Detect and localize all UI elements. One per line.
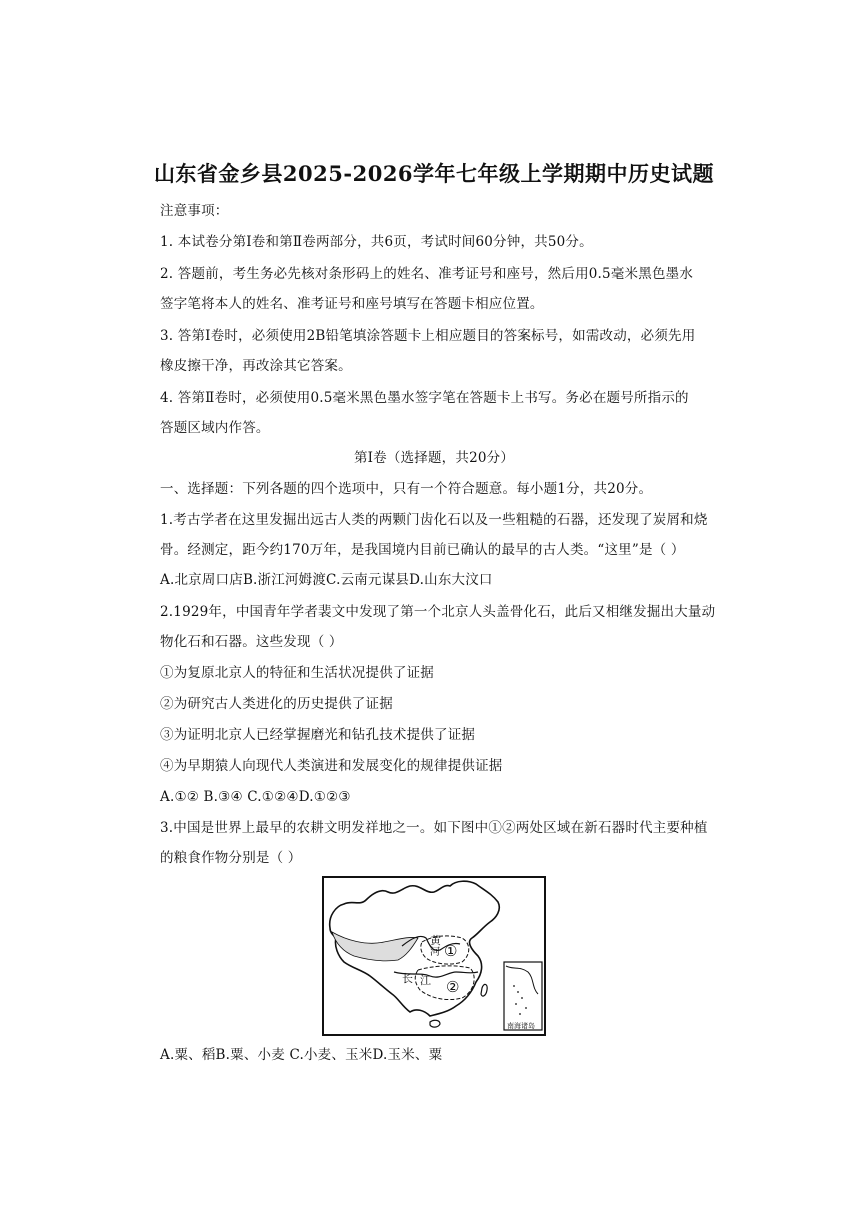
notice-heading: 注意事项：: [160, 203, 229, 219]
map-label-jiang: 江: [420, 974, 431, 987]
question-1-stem: 骨。经测定，距今约170万年，是我国境内目前已确认的最早的古人类。“这里”是（ ）: [160, 542, 685, 558]
question-3-stem: 3.中国是世界上最早的农耕文明发祥地之一。如下图中①②两处区域在新石器时代主要种植: [160, 820, 708, 836]
notice-line: 签字笔将本人的姓名、准考证号和座号填写在答题卡相应位置。: [160, 296, 544, 312]
section-instruction: 一、选择题：下列各题的四个选项中，只有一个符合题意。每小题1分，共20分。: [160, 481, 653, 497]
notice-line: 2. 答题前，考生务必先核对条形码上的姓名、准考证号和座号，然后用0.5毫米黑色墨水: [160, 266, 694, 282]
map-label-he: 河: [430, 947, 440, 958]
question-1-stem: 1.考古学者在这里发掘出远古人类的两颗门齿化石以及一些粗糙的石器，还发现了炭屑和烧: [160, 512, 708, 528]
question-2-item: ①为复原北京人的特征和生活状况提供了证据: [160, 665, 434, 681]
question-2-stem: 2.1929年，中国青年学者裴文中发现了第一个北京人头盖骨化石，此后又相继发掘出大量动: [160, 604, 716, 620]
question-3-stem: 的粮食作物分别是（ ）: [160, 850, 302, 866]
notice-line: 答题区域内作答。: [160, 420, 270, 436]
notice-line: 4. 答第Ⅱ卷时，必须使用0.5毫米黑色墨水签字笔在答题卡上书写。务必在题号所指示的: [160, 390, 689, 406]
map-label-huang: 黄: [430, 934, 441, 947]
map-label-chang: 长: [402, 972, 413, 985]
china-map-figure: [322, 876, 546, 1036]
map-label-region-2: ②: [446, 978, 460, 996]
question-2-stem: 物化石和石器。这些发现（ ）: [160, 634, 343, 650]
question-1-options: A.北京周口店B.浙江河姆渡C.云南元谋县D.山东大汶口: [160, 572, 493, 588]
south-sea-inset: [504, 962, 542, 1030]
hainan-island: [430, 1020, 440, 1027]
question-2-item: ③为证明北京人已经掌握磨光和钻孔技术提供了证据: [160, 727, 476, 743]
notice-line: 3. 答第Ⅰ卷时，必须使用2B铅笔填涂答题卡上相应题目的答案标号，如需改动，必须先用: [160, 328, 696, 344]
notice-line: 1. 本试卷分第Ⅰ卷和第Ⅱ卷两部分，共6页，考试时间60分钟，共50分。: [160, 234, 593, 250]
question-2-options: A.①② B.③④ C.①②④D.①②③: [160, 789, 351, 805]
inset-label: 南海诸岛: [507, 1022, 535, 1030]
map-label-region-1: ①: [444, 942, 458, 960]
question-3-options: A.粟、稻B.粟、小麦 C.小麦、玉米D.玉米、粟: [160, 1047, 443, 1063]
notice-line: 橡皮擦干净，再改涂其它答案。: [160, 358, 352, 374]
question-2-item: ④为早期猿人向现代人类演进和发展变化的规律提供证据: [160, 758, 503, 774]
question-2-item: ②为研究古人类进化的历史提供了证据: [160, 696, 393, 712]
section-title: 第Ⅰ卷（选择题，共20分）: [353, 450, 515, 466]
exam-title: 山东省金乡县2025-2026学年七年级上学期期中历史试题: [153, 161, 715, 186]
